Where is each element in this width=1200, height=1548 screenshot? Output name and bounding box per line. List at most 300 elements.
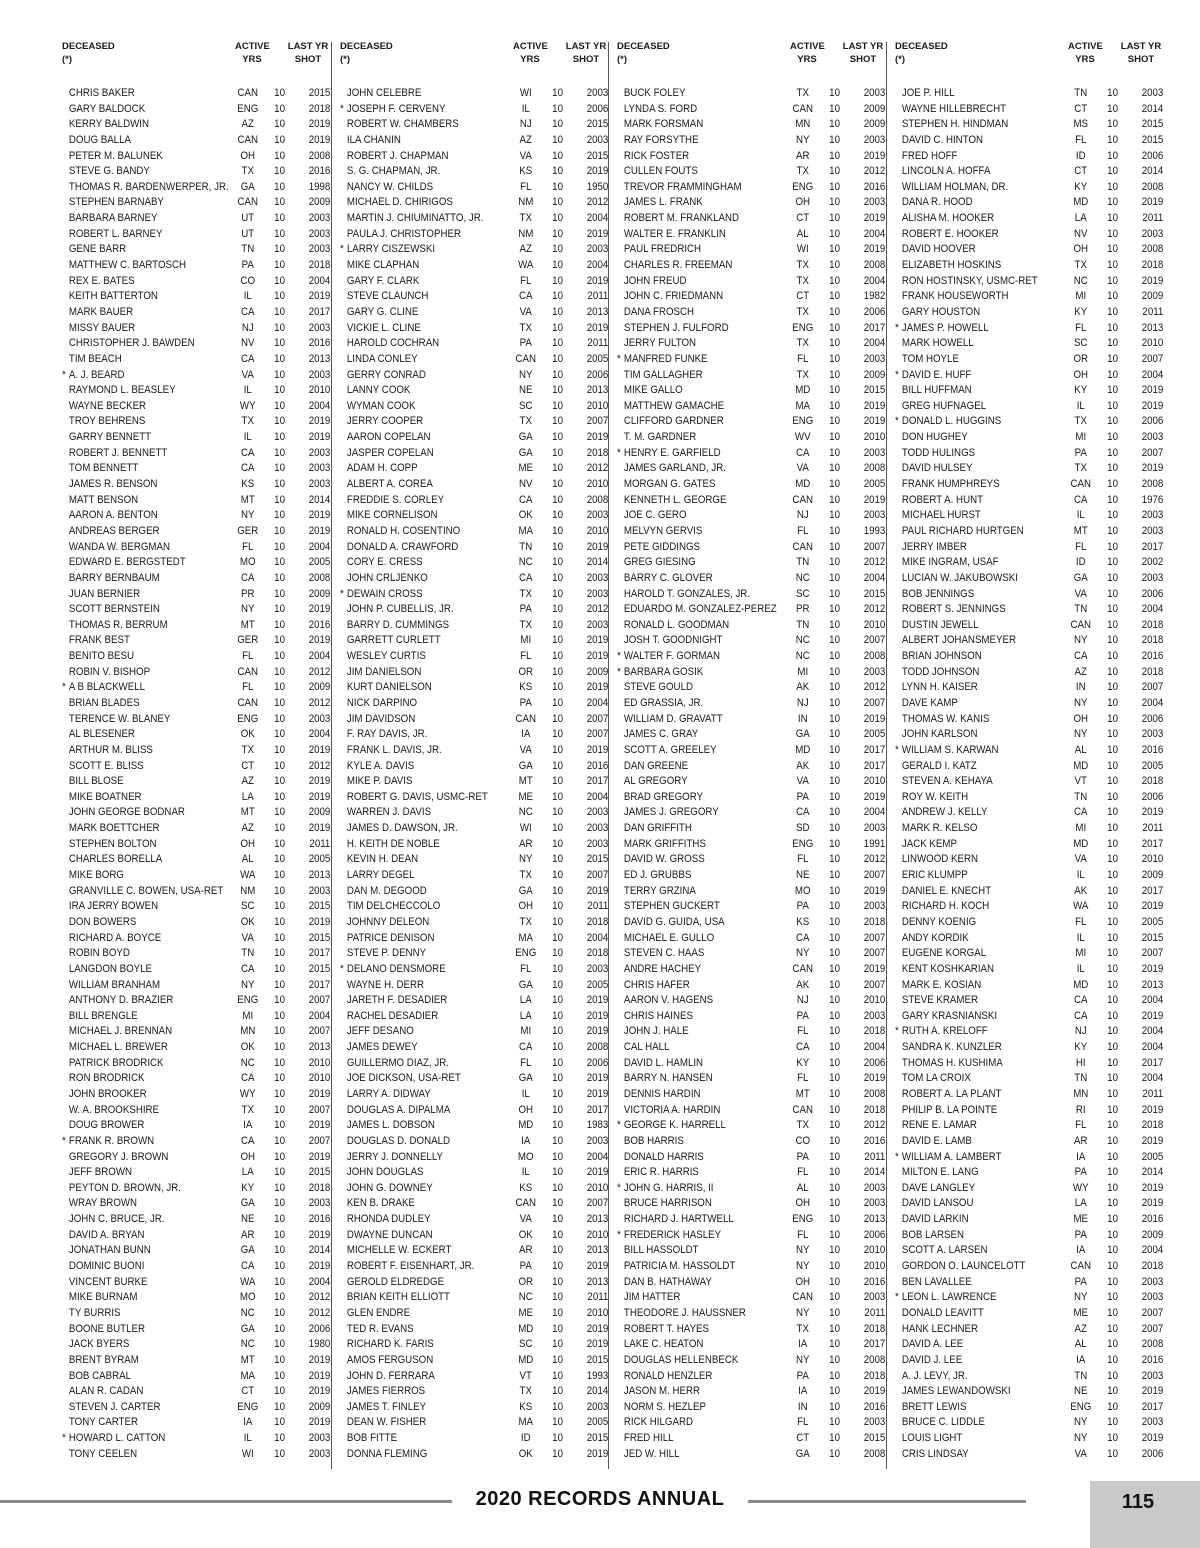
hunter-name: AL GREGORY [623, 775, 688, 788]
record-row [617, 102, 885, 118]
state: ENG [237, 994, 259, 1007]
state: ENG [792, 180, 814, 193]
state: WY [1072, 1181, 1089, 1194]
active-years: 10 [274, 415, 285, 428]
state: CA [1074, 994, 1088, 1007]
state: VA [796, 775, 809, 788]
record-row [617, 1384, 885, 1400]
last-year-shot: 2008 [308, 149, 331, 162]
record-row [617, 1290, 885, 1306]
hunter-name: JAMES L. FRANK [623, 196, 703, 209]
hunter-name: ROBERT W. CHAMBERS [346, 118, 459, 131]
header-deceased-line: (*) [895, 54, 906, 65]
last-year-shot: 2006 [1141, 790, 1164, 803]
last-year-shot: 1983 [586, 1119, 609, 1132]
last-year-shot: 2015 [863, 1432, 886, 1445]
hunter-name: RON HOSTINSKY, USMC-RET [901, 274, 1038, 287]
last-year-shot: 2019 [1141, 399, 1164, 412]
active-years: 10 [829, 1275, 840, 1288]
record-row [895, 868, 1163, 884]
active-years: 10 [552, 650, 563, 663]
hunter-name: RAY FORSYTHE [623, 133, 699, 146]
last-year-shot: 2019 [863, 712, 886, 725]
record-row [617, 837, 885, 853]
active-years: 10 [552, 243, 563, 256]
hunter-name: ANDREAS BERGER [68, 524, 160, 537]
active-years: 10 [274, 180, 285, 193]
header-last-yr-shot-line: LAST YR [565, 41, 607, 52]
record-row [895, 1400, 1163, 1416]
record-row [895, 805, 1163, 821]
state: OH [240, 1150, 256, 1163]
state: NC [240, 1056, 255, 1069]
active-years: 10 [274, 212, 285, 225]
hunter-name: ALAN R. CADAN [68, 1385, 144, 1398]
hunter-name: IRA JERRY BOWEN [68, 900, 159, 913]
state: WA [240, 869, 256, 882]
record-row [895, 837, 1163, 853]
record-row [895, 899, 1163, 915]
active-years: 10 [1107, 1009, 1118, 1022]
last-year-shot: 2019 [863, 212, 886, 225]
hunter-name: HOWARD L. CATTON [68, 1432, 166, 1445]
record-row [617, 759, 885, 775]
state: IA [798, 1385, 808, 1398]
state: OK [518, 1228, 533, 1241]
hunter-name: JAMES GARLAND, JR. [623, 462, 726, 475]
hunter-name: LARRY DEGEL [346, 869, 415, 882]
state: PA [796, 790, 809, 803]
hunter-name: STEVE CLAUNCH [346, 290, 429, 303]
last-year-shot: 2019 [308, 1088, 331, 1100]
active-years: 10 [1107, 478, 1118, 491]
record-row [62, 1087, 330, 1103]
state: MD [1073, 196, 1089, 209]
state: PA [519, 337, 532, 350]
record-row [895, 1024, 1163, 1040]
active-years: 10 [829, 1400, 840, 1413]
record-row [895, 1040, 1163, 1056]
active-years: 10 [552, 728, 563, 741]
state: FL [520, 274, 532, 287]
hunter-name: DON BOWERS [68, 915, 137, 928]
active-years: 10 [552, 1306, 563, 1319]
last-year-shot: 2011 [864, 1150, 886, 1163]
hunter-name: DOUGLAS D. DONALD [346, 1134, 450, 1147]
last-year-shot: 2003 [308, 243, 331, 256]
state: IL [521, 102, 530, 115]
state: TX [796, 1119, 809, 1132]
record-row [340, 915, 608, 931]
hunter-name: DANIEL E. KNECHT [901, 884, 992, 897]
state: PA [519, 696, 532, 709]
state: NY [1074, 1416, 1088, 1429]
last-year-shot: 2005 [308, 853, 331, 866]
state: MT [518, 775, 533, 788]
record-row [62, 336, 330, 352]
record-row [895, 633, 1163, 649]
record-row [62, 978, 330, 994]
last-year-shot: 2003 [586, 571, 609, 584]
hunter-name: LUCIAN W. JAKUBOWSKI [901, 571, 1018, 584]
hunter-name: KEN B. DRAKE [346, 1197, 415, 1210]
active-years: 10 [274, 759, 285, 772]
last-year-shot: 2009 [863, 102, 886, 115]
hunter-name: DAVID HOOVER [901, 243, 976, 256]
active-years: 10 [829, 1244, 840, 1257]
active-years: 10 [274, 133, 285, 146]
last-year-shot: 2019 [308, 1150, 331, 1163]
hunter-name: DONNA FLEMING [346, 1447, 428, 1460]
record-rows [62, 86, 330, 1462]
last-year-shot: 2003 [308, 478, 331, 491]
active-years: 10 [1107, 790, 1118, 803]
active-years: 10 [829, 446, 840, 459]
hunter-name: WALTER F. GORMAN [623, 650, 720, 663]
active-years: 10 [274, 634, 285, 647]
last-year-shot: 2011 [864, 1306, 886, 1319]
active-years: 10 [274, 509, 285, 522]
last-year-shot: 2005 [1141, 1150, 1164, 1163]
active-years: 10 [274, 900, 285, 913]
record-row [340, 852, 608, 868]
hunter-name: TOM BENNETT [68, 462, 139, 475]
record-row [617, 696, 885, 712]
deceased-marker: * [617, 1228, 621, 1241]
last-year-shot: 2007 [308, 1025, 331, 1038]
record-row [340, 680, 608, 696]
state: GER [237, 524, 259, 537]
state: NC [795, 650, 810, 663]
active-years: 10 [1107, 1150, 1118, 1163]
state: OR [518, 665, 534, 678]
last-year-shot: 2003 [586, 1134, 609, 1147]
header-active-yrs-line: ACTIVE [1068, 41, 1103, 52]
record-row [62, 1103, 330, 1119]
state: CA [241, 1134, 255, 1147]
active-years: 10 [1107, 962, 1118, 975]
state: MI [1075, 290, 1087, 303]
active-years: 10 [552, 1025, 563, 1038]
state: TN [241, 243, 255, 256]
hunter-name: FRANK HOUSEWORTH [901, 290, 1009, 303]
state: CT [1074, 102, 1088, 115]
last-year-shot: 2010 [1141, 337, 1164, 350]
hunter-name: GORDON O. LAUNCELOTT [901, 1260, 1026, 1273]
record-row [617, 477, 885, 493]
record-row [62, 1181, 330, 1197]
record-row [340, 618, 608, 634]
hunter-name: STEVE G. BANDY [68, 165, 150, 178]
record-row [62, 383, 330, 399]
state: CT [796, 290, 810, 303]
hunter-name: CAL HALL [623, 1041, 670, 1054]
hunter-name: BOB JENNINGS [901, 587, 975, 600]
record-row [62, 133, 330, 149]
active-years: 10 [552, 321, 563, 334]
last-year-shot: 2013 [308, 869, 331, 882]
active-years: 10 [552, 931, 563, 944]
record-row [340, 1040, 608, 1056]
last-year-shot: 2019 [863, 962, 886, 975]
last-year-shot: 2019 [586, 227, 609, 240]
last-year-shot: 2017 [308, 947, 331, 960]
active-years: 10 [1107, 243, 1118, 256]
hunter-name: PHILIP B. LA POINTE [901, 1103, 998, 1116]
state: CAN [515, 712, 537, 725]
active-years: 10 [829, 1134, 840, 1147]
last-year-shot: 2015 [1141, 931, 1164, 944]
state: CAN [237, 196, 259, 209]
record-row [617, 274, 885, 290]
last-year-shot: 2015 [586, 1432, 609, 1445]
hunter-name: DANA R. HOOD [901, 196, 973, 209]
state: ENG [792, 321, 814, 334]
hunter-name: T. M. GARDNER [623, 431, 697, 444]
hunter-name: DAN B. HATHAWAY [623, 1275, 712, 1288]
active-years: 10 [274, 493, 285, 506]
hunter-name: KYLE A. DAVIS [346, 759, 415, 772]
last-year-shot: 2004 [1141, 1041, 1164, 1054]
hunter-name: RICHARD K. FARIS [346, 1338, 434, 1351]
record-row [62, 117, 330, 133]
active-years: 10 [1107, 1369, 1118, 1382]
state: ME [518, 790, 534, 803]
hunter-name: JONATHAN BUNN [68, 1244, 151, 1257]
hunter-name: BRETT LEWIS [901, 1400, 967, 1413]
record-row [617, 649, 885, 665]
active-years: 10 [1107, 650, 1118, 663]
active-years: 10 [829, 1306, 840, 1319]
state: IA [521, 1134, 531, 1147]
active-years: 10 [1107, 1119, 1118, 1132]
hunter-name: PAUL RICHARD HURTGEN [901, 524, 1024, 537]
state: PA [1074, 1166, 1087, 1179]
last-year-shot: 2013 [863, 1213, 886, 1226]
record-row [340, 821, 608, 837]
active-years: 10 [829, 196, 840, 209]
hunter-name: TODD HULINGS [901, 446, 976, 459]
active-years: 10 [1107, 87, 1118, 99]
record-row [617, 1056, 885, 1072]
active-years: 10 [829, 556, 840, 569]
hunter-name: TOM HOYLE [901, 352, 959, 365]
record-row [617, 1228, 885, 1244]
record-row [62, 1212, 330, 1228]
state: TN [1074, 1072, 1088, 1085]
last-year-shot: 2019 [308, 133, 331, 146]
hunter-name: THOMAS H. KUSHIMA [901, 1056, 1003, 1069]
header-active-yrs [790, 40, 824, 66]
record-row [62, 696, 330, 712]
hunter-name: JERRY FULTON [623, 337, 697, 350]
last-year-shot: 2019 [586, 634, 609, 647]
state: FL [242, 540, 254, 553]
record-row [340, 1087, 608, 1103]
active-years: 10 [274, 1181, 285, 1194]
last-year-shot: 2006 [863, 1056, 886, 1069]
hunter-name: MICHELLE W. ECKERT [346, 1244, 452, 1257]
last-year-shot: 2015 [586, 853, 609, 866]
state: PA [1074, 446, 1087, 459]
last-year-shot: 2019 [586, 1260, 609, 1273]
last-year-shot: 2004 [1141, 994, 1164, 1007]
state: PA [519, 1260, 532, 1273]
hunter-name: GLEN ENDRE [346, 1306, 411, 1319]
last-year-shot: 2004 [308, 1275, 331, 1288]
hunter-name: PATRICK BRODRICK [68, 1056, 164, 1069]
last-year-shot: 2019 [308, 1260, 331, 1273]
last-year-shot: 2019 [586, 321, 609, 334]
state: NC [240, 1338, 255, 1351]
record-row [62, 524, 330, 540]
active-years: 10 [1107, 1041, 1118, 1054]
record-row [617, 1243, 885, 1259]
last-year-shot: 2004 [863, 1041, 886, 1054]
hunter-name: ROBIN BOYD [68, 947, 130, 960]
hunter-name: DONALD A. CRAWFORD [346, 540, 459, 553]
last-year-shot: 2003 [308, 321, 331, 334]
record-row [895, 1228, 1163, 1244]
last-year-shot: 2018 [1141, 1119, 1164, 1132]
last-year-shot: 2019 [863, 149, 886, 162]
active-years: 10 [829, 1338, 840, 1351]
last-year-shot: 2010 [308, 1056, 331, 1069]
active-years: 10 [552, 368, 563, 381]
state: FL [1075, 540, 1087, 553]
last-year-shot: 2017 [863, 1338, 886, 1351]
state: LA [241, 1166, 254, 1179]
record-row [340, 931, 608, 947]
record-row [62, 821, 330, 837]
record-row [895, 1290, 1163, 1306]
hunter-name: ROBIN V. BISHOP [68, 665, 151, 678]
active-years: 10 [274, 728, 285, 741]
hunter-name: RACHEL DESADIER [346, 1009, 439, 1022]
last-year-shot: 2007 [586, 712, 609, 725]
active-years: 10 [829, 540, 840, 553]
record-row [62, 1071, 330, 1087]
active-years: 10 [829, 462, 840, 475]
record-row [62, 1009, 330, 1025]
hunter-name: RICHARD J. HARTWELL [623, 1213, 734, 1226]
record-row [617, 1118, 885, 1134]
hunter-name: RAYMOND L. BEASLEY [68, 384, 176, 397]
active-years: 10 [1107, 509, 1118, 522]
state: CA [1074, 650, 1088, 663]
state: TX [241, 165, 254, 178]
state: NE [241, 1213, 255, 1226]
last-year-shot: 2010 [863, 618, 886, 631]
last-year-shot: 2018 [308, 102, 331, 115]
active-years: 10 [274, 681, 285, 694]
record-row [617, 1009, 885, 1025]
hunter-name: DELANO DENSMORE [346, 962, 446, 975]
active-years: 10 [552, 102, 563, 115]
active-years: 10 [274, 227, 285, 240]
last-year-shot: 2010 [586, 399, 609, 412]
hunter-name: DAN M. DEGOOD [346, 884, 427, 897]
state: TN [1074, 790, 1088, 803]
hunter-name: BOB HARRIS [623, 1134, 684, 1147]
hunter-name: PAULA J. CHRISTOPHER [346, 227, 461, 240]
hunter-name: WILLIAM BRANHAM [68, 978, 161, 991]
deceased-marker: * [340, 587, 344, 600]
active-years: 10 [274, 337, 285, 350]
state: TN [241, 947, 255, 960]
active-years: 10 [829, 1181, 840, 1194]
active-years: 10 [552, 87, 563, 99]
state: TX [241, 743, 254, 756]
state: GA [240, 1322, 255, 1335]
last-year-shot: 2018 [308, 1181, 331, 1194]
last-year-shot: 2017 [1141, 884, 1164, 897]
record-row [617, 1024, 885, 1040]
active-years: 10 [1107, 384, 1118, 397]
header-deceased-line: DECEASED [62, 41, 115, 52]
last-year-shot: 2013 [1141, 978, 1164, 991]
active-years: 10 [829, 884, 840, 897]
state: IL [521, 1088, 530, 1100]
record-row [340, 649, 608, 665]
last-year-shot: 2004 [1141, 1025, 1164, 1038]
state: FL [242, 650, 254, 663]
last-year-shot: 2019 [1141, 196, 1164, 209]
active-years: 10 [274, 712, 285, 725]
record-row [617, 1071, 885, 1087]
record-row [617, 508, 885, 524]
hunter-name: DONALD LEAVITT [901, 1306, 984, 1319]
last-year-shot: 2006 [1141, 149, 1164, 162]
header-deceased-line: (*) [617, 54, 628, 65]
active-years: 10 [1107, 681, 1118, 694]
active-years: 10 [274, 650, 285, 663]
state: TX [519, 587, 532, 600]
state: MA [795, 399, 811, 412]
state: CAN [1070, 1260, 1092, 1273]
last-year-shot: 2003 [863, 1197, 886, 1210]
last-year-shot: 1982 [863, 290, 886, 303]
state: CAN [1070, 478, 1092, 491]
last-year-shot: 2012 [863, 681, 886, 694]
last-year-shot: 2015 [1141, 118, 1164, 131]
record-row [340, 383, 608, 399]
record-row [340, 1400, 608, 1416]
last-year-shot: 2004 [586, 790, 609, 803]
active-years: 10 [1107, 743, 1118, 756]
hunter-name: MIKE INGRAM, USAF [901, 556, 999, 569]
active-years: 10 [829, 1260, 840, 1273]
active-years: 10 [552, 431, 563, 444]
state: MO [517, 1150, 534, 1163]
record-row [62, 1040, 330, 1056]
last-year-shot: 2019 [586, 994, 609, 1007]
record-row [340, 1056, 608, 1072]
active-years: 10 [274, 1353, 285, 1366]
record-row [62, 727, 330, 743]
hunter-name: AL BLESENER [68, 728, 135, 741]
header-active-yrs-line: ACTIVE [235, 41, 270, 52]
record-row [617, 1415, 885, 1431]
last-year-shot: 1950 [586, 180, 609, 193]
last-year-shot: 2012 [308, 759, 331, 772]
active-years: 10 [829, 290, 840, 303]
state: IL [1076, 869, 1085, 882]
state: CAN [792, 962, 814, 975]
record-row [617, 461, 885, 477]
record-row [895, 571, 1163, 587]
record-row [340, 368, 608, 384]
